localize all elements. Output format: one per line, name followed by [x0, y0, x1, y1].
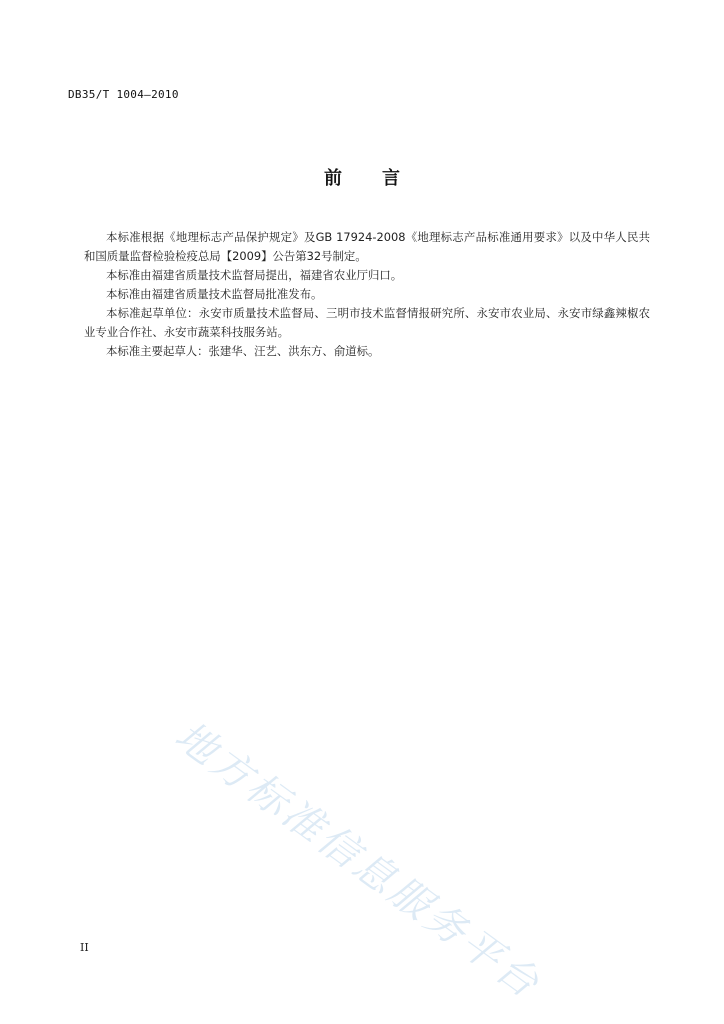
page-title [0, 164, 724, 190]
paragraph-approval: 本标准由福建省质量技术监督局批准发布。 [106, 287, 323, 301]
document-code: DB35/T 1004—2010 [68, 88, 179, 101]
foreword-body [84, 228, 650, 361]
paragraph-basis: 本标准根据《地理标志产品保护规定》及GB 17924-2008《地理标志产品标准通用要求》以及中华人民共和国质量监督检验检疫总局【2009】公告第32号制定。 [84, 230, 650, 263]
paragraph-drafters: 本标准主要起草人：张建华、汪艺、洪东方、俞道标。 [106, 344, 380, 358]
page-number: II [80, 941, 89, 954]
watermark: 地方标准信息服务平台 [166, 712, 550, 1009]
paragraph-drafting-units: 本标准起草单位：永安市质量技术监督局、三明市技术监督情报研究所、永安市农业局、永安市绿鑫辣椒农业专业合作社、永安市蔬菜科技服务站。 [84, 306, 650, 339]
title-char-2: 言 [382, 168, 400, 189]
title-char-1: 前 [324, 168, 342, 189]
paragraph-proposer: 本标准由福建省质量技术监督局提出，福建省农业厅归口。 [106, 268, 403, 282]
